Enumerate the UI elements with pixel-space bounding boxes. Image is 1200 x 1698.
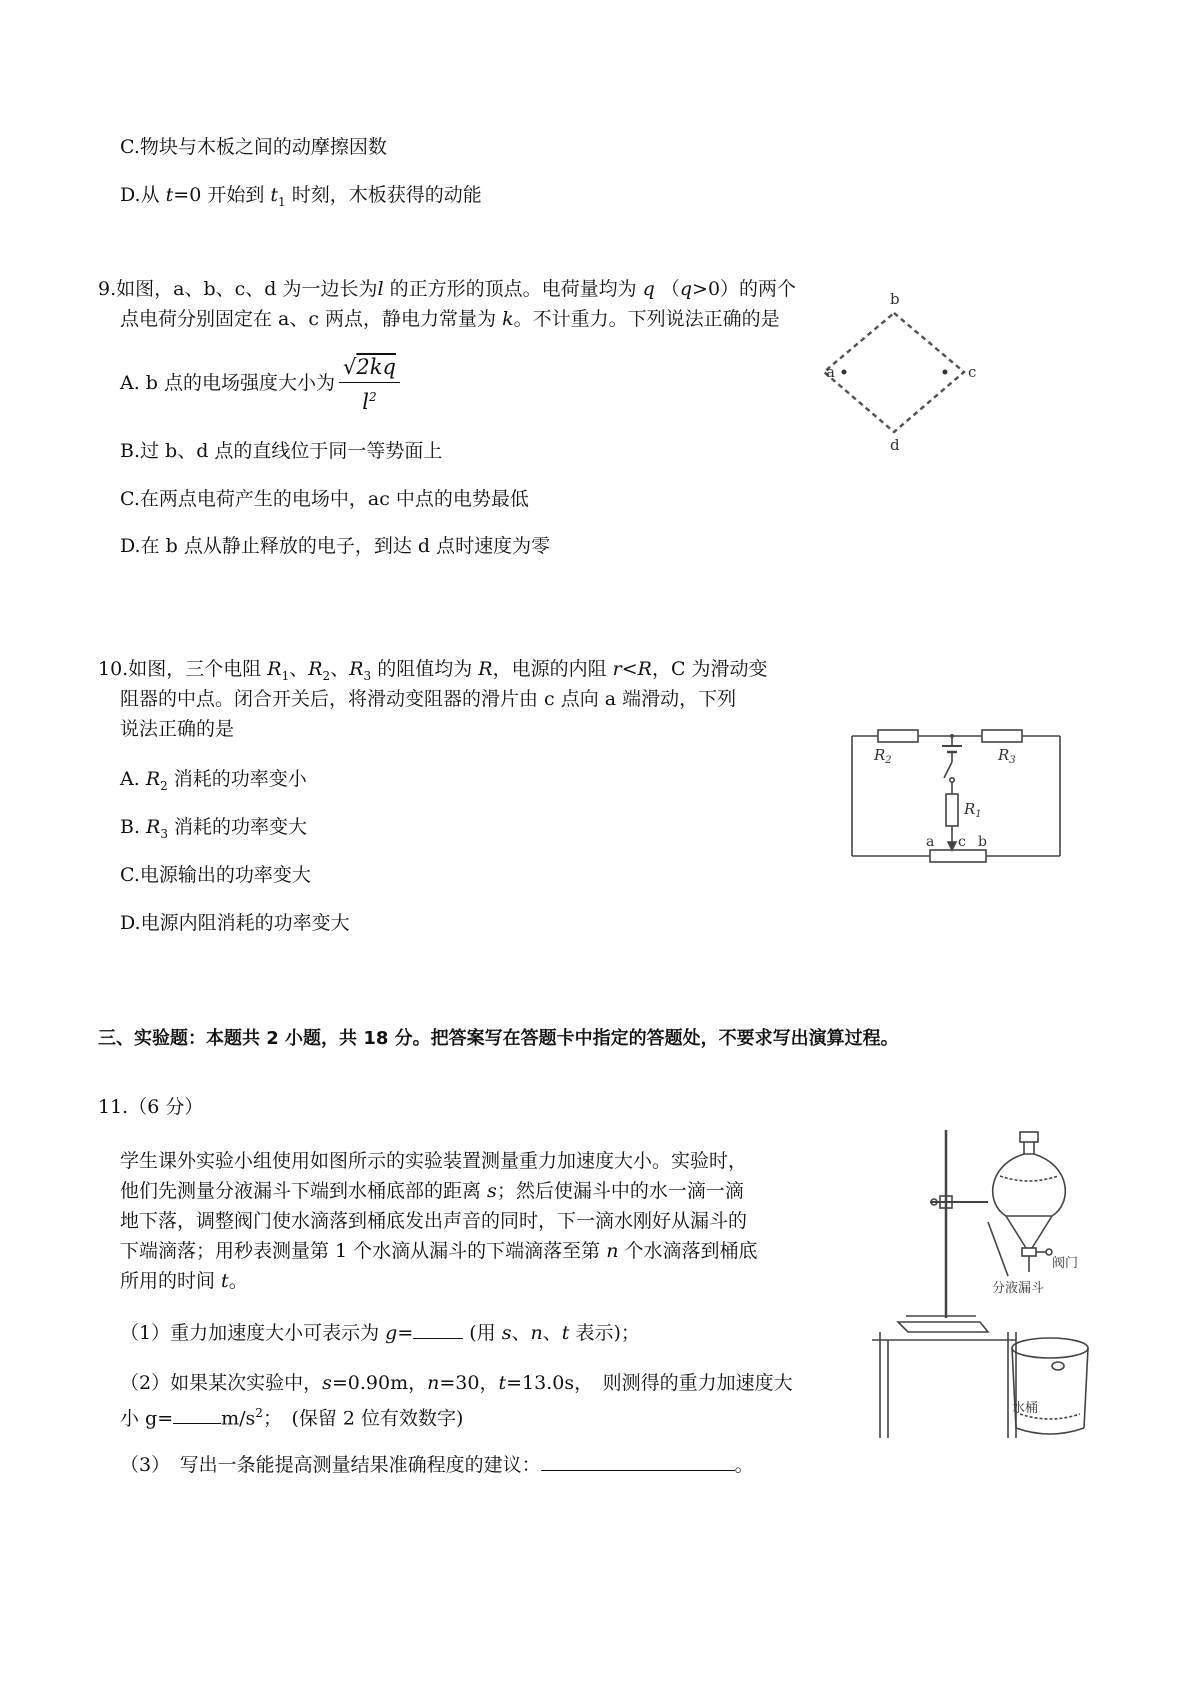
q10-label-c: c bbox=[958, 834, 966, 850]
q11-label-valve: 阀门 bbox=[1052, 1256, 1079, 1271]
q10-label-b: b bbox=[978, 834, 987, 850]
q8-option-c: C.物块与木板之间的动摩擦因数 bbox=[120, 136, 387, 158]
q9-label-c: c bbox=[968, 363, 977, 381]
q11-para-line2: 他们先测量分液漏斗下端到水桶底部的距离 s；然后使漏斗中的水一滴一滴 bbox=[120, 1180, 744, 1202]
q9-square-figure bbox=[818, 290, 998, 460]
q10-option-a: A. $R_2$ 消耗的功率变小 bbox=[120, 768, 307, 793]
q11-para-line4: 下端滴落；用秒表测量第 1 个水滴从漏斗的下端滴落至第 n 个水滴落到桶底 bbox=[120, 1240, 758, 1262]
q9-stem-line2: 点电荷分别固定在 a、c 两点，静电力常量为 k。不计重力。下列说法正确的是 bbox=[120, 308, 780, 330]
q11-subquestion-2-line2: 小 $g= m/s^2$； (保留 2 位有效数字) bbox=[120, 1406, 464, 1430]
q10-stem-line3: 说法正确的是 bbox=[120, 718, 235, 740]
q9-field-fraction: $\frac{√2kq}{l^2}$ bbox=[339, 352, 400, 416]
answer-blank-g-value[interactable] bbox=[173, 1405, 221, 1424]
q11-heading: 11.（6 分） bbox=[98, 1096, 204, 1118]
q9-stem-line1: 9.如图，a、b、c、d 为一边长为l 的正方形的顶点。电荷量均为 q （q>0）的两个 bbox=[98, 278, 797, 300]
q11-bucket-figure bbox=[1006, 1334, 1096, 1444]
q9-option-d: D.在 b 点从静止释放的电子，到达 d 点时速度为零 bbox=[120, 535, 551, 557]
q10-label-r3: $R_3$ bbox=[998, 746, 1016, 766]
q11-para-line3: 地下落，调整阀门使水滴落到桶底发出声音的同时，下一滴水刚好从漏斗的 bbox=[120, 1210, 748, 1232]
q11-subquestion-2: （2）如果某次实验中，s=0.90m，n=30，t=13.0s， 则测得的重力加速度大 bbox=[120, 1372, 793, 1394]
q11-subquestion-3: （3） 写出一条能提高测量结果准确程度的建议： 。 bbox=[120, 1454, 754, 1476]
q8-option-d: D.从 t=0 开始到 $t_1$ 时刻，木板获得的动能 bbox=[120, 184, 482, 209]
q10-label-r1: $R_1$ bbox=[964, 800, 982, 820]
q9-option-b: B.过 b、d 点的直线位于同一等势面上 bbox=[120, 440, 443, 462]
q10-circuit-figure bbox=[848, 716, 1068, 866]
q10-stem-line1: 10.如图，三个电阻 $R_1$、$R_2$、$R_3$ 的阻值均为 R，电源的内阻 r<R，C 为滑动变 bbox=[98, 658, 768, 683]
q11-para-line5: 所用的时间 t。 bbox=[120, 1270, 248, 1292]
q10-option-d: D.电源内阻消耗的功率变大 bbox=[120, 912, 350, 934]
q10-option-b: B. $R_3$ 消耗的功率变大 bbox=[120, 816, 308, 841]
q11-subquestion-1: （1）重力加速度大小可表示为 g= (用 s、n、t 表示)； bbox=[120, 1322, 640, 1344]
q9-label-b: b bbox=[890, 290, 900, 308]
q11-label-bucket: 水桶 bbox=[1012, 1401, 1039, 1416]
q9-label-d: d bbox=[890, 436, 900, 454]
q10-label-r2: $R_2$ bbox=[874, 746, 892, 766]
q10-stem-line2: 阻器的中点。闭合开关后，将滑动变阻器的滑片由 c 点向 a 端滑动，下列 bbox=[120, 688, 737, 710]
answer-blank-g-formula[interactable] bbox=[413, 1320, 463, 1339]
q9-label-a: a bbox=[826, 363, 835, 381]
section-heading-experiments: 三、实验题：本题共 2 小题，共 18 分。把答案写在答题卡中指定的答题处，不要求写出演算过程。 bbox=[98, 1028, 899, 1049]
answer-blank-suggestion[interactable] bbox=[541, 1452, 735, 1471]
q10-label-a: a bbox=[926, 834, 935, 850]
q11-para-line1: 学生课外实验小组使用如图所示的实验装置测量重力加速度大小。实验时， bbox=[120, 1150, 748, 1172]
q9-option-a: A. b 点的电场强度大小为 $\frac{√2kq}{l^2}$ bbox=[120, 352, 400, 416]
q9-option-c: C.在两点电荷产生的电场中，ac 中点的电势最低 bbox=[120, 488, 529, 510]
q11-label-funnel: 分液漏斗 bbox=[992, 1281, 1045, 1296]
q10-option-c: C.电源输出的功率变大 bbox=[120, 864, 311, 886]
